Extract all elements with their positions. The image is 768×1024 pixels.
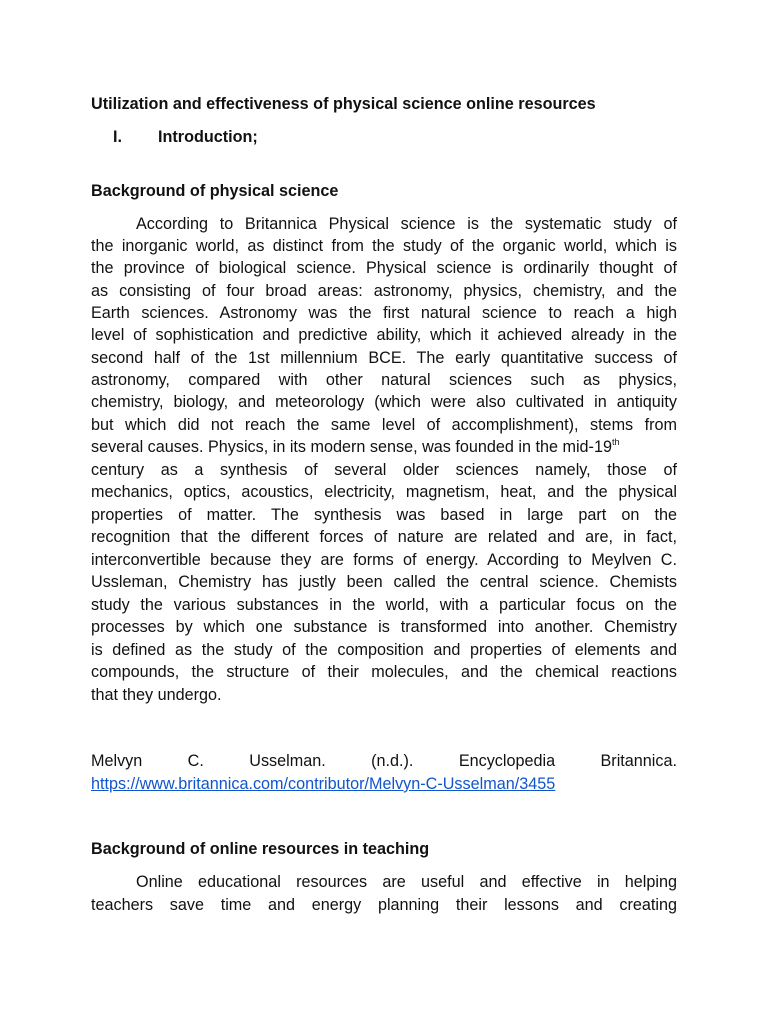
paragraph-line: Earth sciences. Astronomy was the first natural science to reach a high xyxy=(91,304,677,322)
paragraph-line: Ussleman, Chemistry has justly been called the central science. Chemists xyxy=(91,573,677,591)
paragraph-line: the inorganic world, as distinct from the study of the organic world, which is xyxy=(91,237,677,255)
paragraph-line: Online educational resources are useful and effective in helping xyxy=(136,873,677,891)
paragraph-line: properties of matter. The synthesis was based in large part on the xyxy=(91,506,677,524)
paragraph-line: but which did not reach the same level of accomplishment), stems from xyxy=(91,416,677,434)
paragraph-line: interconvertible because they are forms of energy. According to Meylven C. xyxy=(91,551,677,569)
heading-physical-science: Background of physical science xyxy=(91,182,339,200)
paragraph-line: study the various substances in the world, with a particular focus on the xyxy=(91,596,677,614)
paragraph-line: as consisting of four broad areas: astronomy, physics, chemistry, and the xyxy=(91,282,677,300)
paragraph-line: is defined as the study of the composition and properties of elements and xyxy=(91,641,677,659)
paragraph-line: that they undergo. xyxy=(91,686,222,704)
paragraph-line: astronomy, compared with other natural sciences such as physics, xyxy=(91,371,677,389)
paragraph-line: second half of the 1st millennium BCE. The early quantitative success of xyxy=(91,349,677,367)
document-title: Utilization and effectiveness of physical science online resources xyxy=(91,95,596,113)
paragraph-line: According to Britannica Physical science is the systematic study of xyxy=(136,215,677,233)
paragraph-line: teachers save time and energy planning their lessons and creating xyxy=(91,896,677,914)
heading-online-resources: Background of online resources in teaching xyxy=(91,840,430,858)
citation-link[interactable]: https://www.britannica.com/contributor/Melvyn-C-Usselman/3455 xyxy=(91,775,556,793)
paragraph-line: level of sophistication and predictive ability, which it achieved already in the xyxy=(91,326,677,344)
paragraph-line-text: several causes. Physics, in its modern sense, was founded in the mid-19 xyxy=(91,438,612,456)
section-number: I. xyxy=(113,128,122,146)
paragraph-line: processes by which one substance is transformed into another. Chemistry xyxy=(91,618,677,636)
paragraph-line-with-superscript xyxy=(91,436,677,458)
paragraph-line: recognition that the different forces of nature are related and are, in fact, xyxy=(91,528,677,546)
paragraph-line: mechanics, optics, acoustics, electricity, magnetism, heat, and the physical xyxy=(91,483,677,501)
paragraph-line: century as a synthesis of several older sciences namely, those of xyxy=(91,461,677,479)
paragraph-line: chemistry, biology, and meteorology (which were also cultivated in antiquity xyxy=(91,393,677,411)
citation-text: Melvyn C. Usselman. (n.d.). Encyclopedia Britannica. xyxy=(91,752,677,770)
superscript-th: th xyxy=(611,437,620,447)
section-title: Introduction; xyxy=(158,128,258,146)
paragraph-line: compounds, the structure of their molecules, and the chemical reactions xyxy=(91,663,677,681)
paragraph-line: the province of biological science. Physical science is ordinarily thought of xyxy=(91,259,677,277)
